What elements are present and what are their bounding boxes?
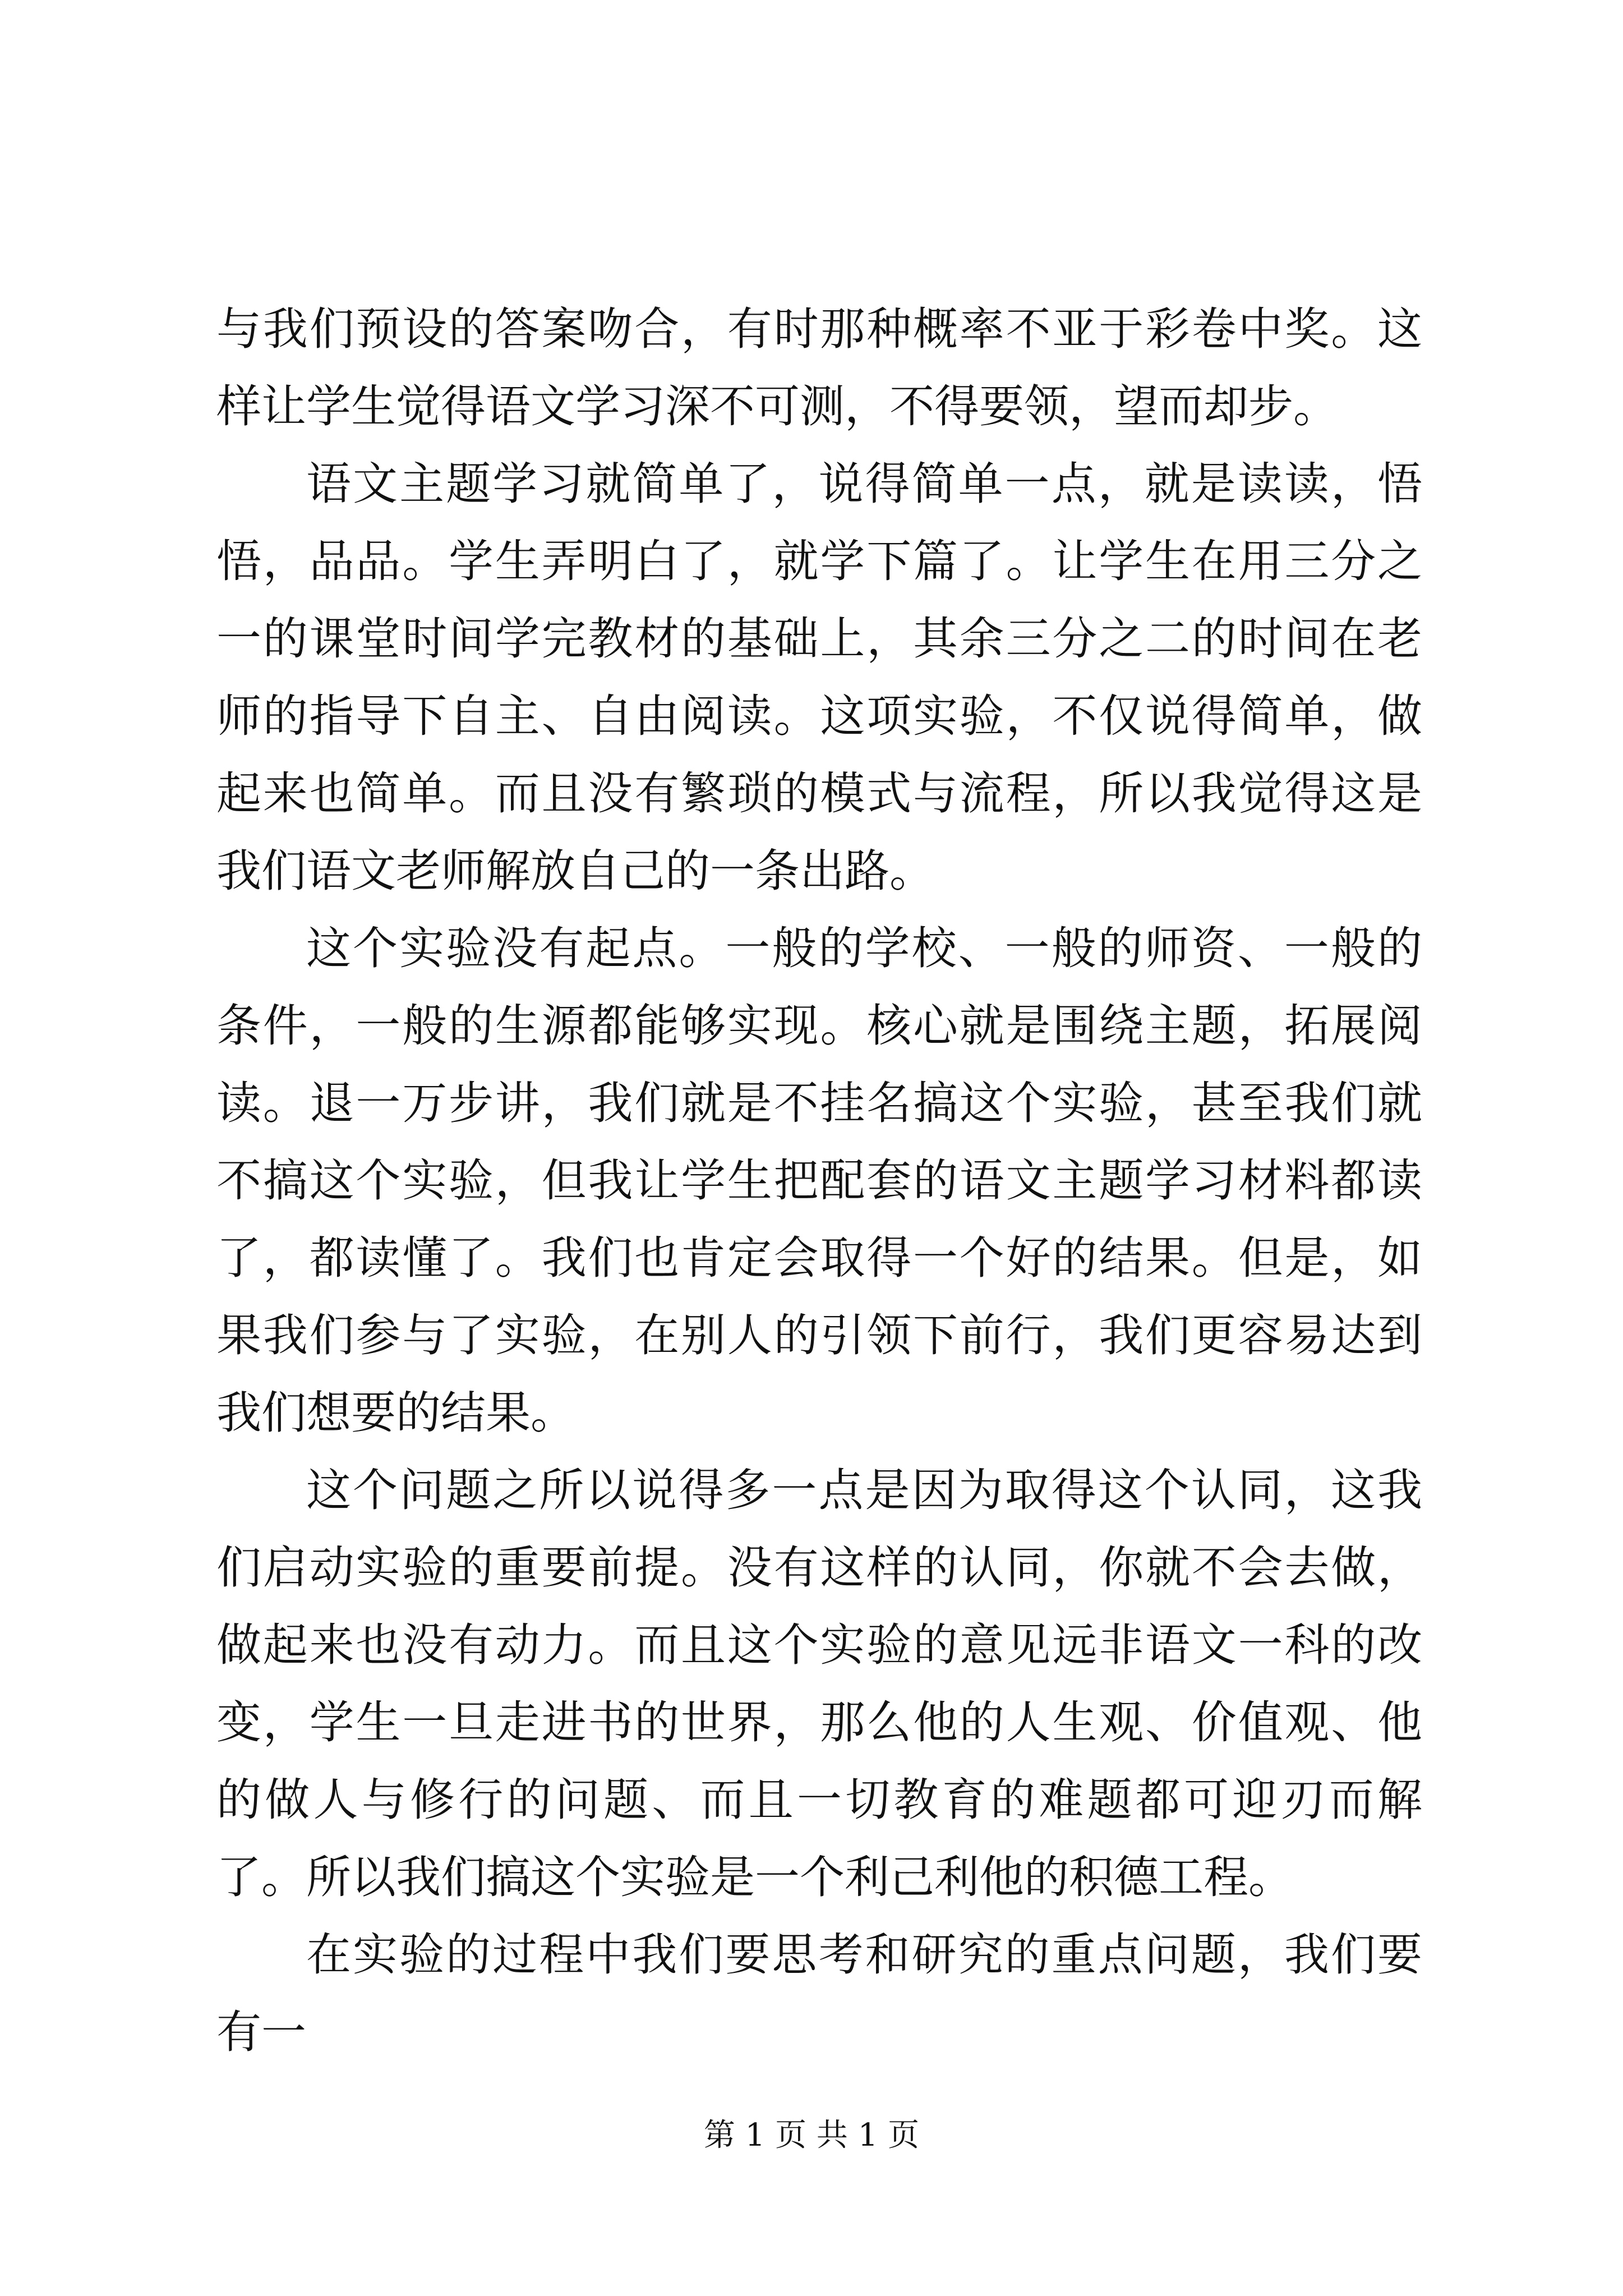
paragraph-3: 这个实验没有起点。一般的学校、一般的师资、一般的条件，一般的生源都能够实现。核心就是围绕主题，拓展阅读。退一万步讲，我们就是不挂名搞这个实验，甚至我们就不搞这个实验，但我让学生把配套的语文主题学习材料都读了，都读懂了。我们也肯定会取得一个好的结果。但是，如果我们参与了实验，在别人的引领下前行，我们更容易达到我们想要的结果。 <box>216 922 1422 1439</box>
document-body <box>216 291 1422 2071</box>
paragraph-5: 在实验的过程中我们要思考和研究的重点问题，我们要有一 <box>216 1929 1422 2058</box>
page-footer <box>0 2116 1623 2155</box>
paragraph-2: 语文主题学习就简单了，说得简单一点，就是读读，悟悟，品品。学生弄明白了，就学下篇了。让学生在用三分之一的课堂时间学完教材的基础上，其余三分之二的时间在老师的指导下自主、自由阅读。这项实验，不仅说得简单，做起来也简单。而且没有繁琐的模式与流程，所以我觉得这是我们语文老师解放自己的一条出路。 <box>216 458 1422 897</box>
paragraph-1: 与我们预设的答案吻合，有时那种概率不亚于彩卷中奖。这样让学生觉得语文学习深不可测，不得要领，望而却步。 <box>216 303 1422 432</box>
page-number-label: 第 1 页 共 1 页 <box>703 2117 920 2154</box>
paragraph-4: 这个问题之所以说得多一点是因为取得这个认同，这我们启动实验的重要前提。没有这样的认同，你就不会去做，做起来也没有动力。而且这个实验的意见远非语文一科的改变，学生一旦走进书的世界，那么他的人生观、价值观、他的做人与修行的问题、而且一切教育的难题都可迎刃而解了。所以我们搞这个实验是一个利己利他的积德工程。 <box>216 1464 1422 1903</box>
